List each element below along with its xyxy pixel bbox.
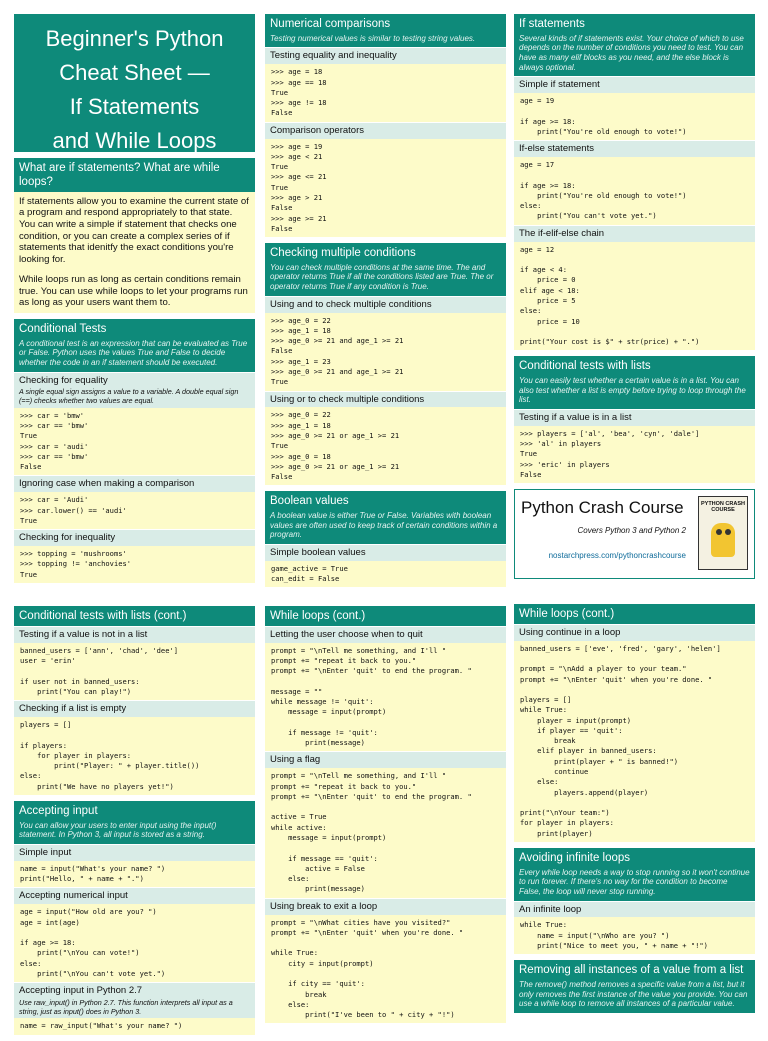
code-block: game_active = True can_edit = False [265,561,506,588]
column-4 [14,606,255,1041]
subsection-title: Using break to exit a loop [265,898,506,915]
lists-section [514,356,755,483]
subsection-note: Use raw_input() in Python 2.7. This function interprets all input as a string, just as input() does in Python 3. [14,999,255,1018]
subsection-title: Using continue in a loop [514,624,755,641]
section-intro: You can check multiple conditions at the same time. The and operator returns True if all the conditions listed are True. The or operator returns True if any condition is True. [265,263,506,296]
conditional-tests-section [14,319,255,583]
paragraph: If statements allow you to examine the current state of a program and respond appropriately to that state. You can write a simple if statement that checks one condition, or you can create a complex series of if statements that idenitfy the exact conditions you're looking for. [19,195,249,266]
subsection-title: Testing if a value is not in a list [14,626,255,643]
code-block: while True: name = input("\nWho are you? ") print("Nice to meet you, " + name + "!") [514,917,755,954]
subsection-title: Comparison operators [265,122,506,139]
subsection-title: Using or to check multiple conditions [265,391,506,408]
code-block: age = 17 if age >= 18: print("You're old enough to vote!") else: print("You can't vote yet.") [514,157,755,225]
subsection-note: A single equal sign assigns a value to a variable. A double equal sign (==) checks whether two values are equal. [14,388,255,407]
section-intro: Testing numerical values is similar to testing string values. [265,34,506,48]
title-line: If Statements [69,94,200,120]
subsection-title: Checking for inequality [14,529,255,546]
page-title [14,14,255,152]
subsection-title: Using and to check multiple conditions [265,296,506,313]
code-block: >>> age_0 = 22 >>> age_1 = 18 >>> age_0 >= 21 or age_1 >= 21 True >>> age_0 = 18 >>> age_0 >= 21 or age_1 >= 21 False [265,407,506,485]
code-block: age = 19 if age >= 18: print("You're old enough to vote!") [514,93,755,140]
section-intro: You can allow your users to enter input using the input() statement. In Python 3, all input is stored as a string. [14,821,255,844]
title-line: Beginner's Python [45,26,224,51]
column-6 [514,604,755,1019]
section-title: Conditional Tests [14,319,255,339]
lists-cont-section [14,606,255,795]
paragraph: While loops run as long as certain conditions remain true. You can use while loops to let your programs run as long as your users want them to. [19,273,248,309]
column-5 [265,606,506,1029]
section-intro: The remove() method removes a specific value from a list, but it only removes the first instance of the value you provide. You can use a while loop to remove all instances of a particular value. [514,980,755,1013]
while-loops-cont-section-2 [514,604,755,842]
code-block: prompt = "\nWhat cities have you visited?" prompt += "\nEnter 'quit' when you're done. " while True: city = input(prompt) if city == 'quit': break else: print("I've been to " + city + "!") [265,915,506,1024]
accepting-input-section [14,801,255,1035]
book-cover-title: PYTHON CRASH COURSE [700,501,745,514]
code-block: >>> car = 'Audi' >>> car.lower() == 'audi' True [14,492,255,529]
section-title: Conditional tests with lists [514,356,755,376]
numerical-section [265,14,506,237]
code-block: >>> age_0 = 22 >>> age_1 = 18 >>> age_0 >= 21 and age_1 >= 21 False >>> age_1 = 23 >>> age_0 >= 21 and age_1 >= 21 True [265,313,506,391]
book-cover-image [698,496,748,570]
code-block: >>> age = 19 >>> age < 21 True >>> age <= 21 True >>> age > 21 False >>> age >= 21 False [265,139,506,238]
section-title: Conditional tests with lists (cont.) [14,606,255,626]
code-block: age = input("How old are you? ") age = int(age) if age >= 18: print("\nYou can vote!") else: print("\nYou can't vote yet.") [14,904,255,982]
section-body [14,192,255,313]
subsection-title: Using a flag [265,751,506,768]
code-block: prompt = "\nTell me something, and I'll " prompt += "repeat it back to you." prompt += "\nEnter 'quit' to end the program. " message = "" while message != 'quit': message = input(prompt) if message != 'quit': print(message) [265,643,506,752]
section-intro: A conditional test is an expression that can be evaluated as True or False. Python uses the values True and False to decide whether the code in an if statement should be executed. [14,339,255,372]
section-title: Checking multiple conditions [265,243,506,263]
subsection-title: Simple input [14,844,255,861]
remove-instances-section [514,960,755,1013]
code-block: prompt = "\nTell me something, and I'll " prompt += "repeat it back to you." prompt += "\nEnter 'quit' to end the program. " active = True while active: message = input(prompt) if message == 'quit': active = False else: print(message) [265,768,506,897]
subsection-title: Testing if a value is in a list [514,409,755,426]
section-title: While loops (cont.) [514,604,755,624]
section-title: What are if statements? What are while loops? [14,158,255,192]
subsection-title: Accepting numerical input [14,887,255,904]
subsection-title: Letting the user choose when to quit [265,626,506,643]
title-line: Cheat Sheet — [59,60,210,86]
subsection-title: Checking for equality [14,372,255,389]
column-1 [14,14,255,589]
subsection-title: Testing equality and inequality [265,47,506,64]
code-block: >>> topping = 'mushrooms' >>> topping != 'anchovies' True [14,546,255,583]
code-block: players = [] if players: for player in players: print("Player: " + player.title()) else: print("We have no players yet!") [14,717,255,795]
code-block: age = 12 if age < 4: price = 0 elif age < 18: price = 5 else: price = 10 print("Your cost is $" + str(price) + ".") [514,242,755,351]
section-intro: A boolean value is either True or False. Variables with boolean values are often used to keep track of certain conditions within a program. [265,511,506,544]
subsection-title: Accepting input in Python 2.7 [14,982,255,999]
column-3 [514,14,755,579]
section-title: Avoiding infinite loops [514,848,755,868]
boolean-section [265,491,506,587]
subsection-title: An infinite loop [514,901,755,918]
section-intro: Several kinds of if statements exist. Your choice of which to use depends on the number of conditions you need to test. You can have as many elif blocks as you need, and the else block is always optional. [514,34,755,76]
code-block: >>> age = 18 >>> age == 18 True >>> age != 18 False [265,64,506,121]
code-block: banned_users = ['ann', 'chad', 'dee'] user = 'erin' if user not in banned_users: print("You can play!") [14,643,255,700]
code-block: >>> car = 'bmw' >>> car == 'bmw' True >>> car = 'audi' >>> car == 'bmw' False [14,408,255,476]
section-title: Boolean values [265,491,506,511]
infinite-loops-section [514,848,755,954]
section-title: Removing all instances of a value from a list [514,960,755,980]
section-intro: You can easily test whether a certain value is in a list. You can also test whether a list is empty before trying to loop through the list. [514,376,755,409]
subsection-title: If-else statements [514,140,755,157]
subsection-title: Simple if statement [514,76,755,93]
subsection-title: Simple boolean values [265,544,506,561]
subsection-title: Checking if a list is empty [14,700,255,717]
code-block: banned_users = ['eve', 'fred', 'gary', 'helen'] prompt = "\nAdd a player to your team." prompt += "\nEnter 'quit' when you're done. " players = [] while True: player = input(prompt) if player == 'quit': break elif player in banned_users: print(player + " is banned!") continue else: players.append(player) print("\nYour team:") for player in players: print(player) [514,641,755,842]
section-title: If statements [514,14,755,34]
while-loops-cont-section [265,606,506,1023]
section-title: While loops (cont.) [265,606,506,626]
subsection-title: The if-elif-else chain [514,225,755,242]
section-intro: Every while loop needs a way to stop running so it won't continue to run forever. If there's no way for the condition to become False, the loop will never stop running. [514,868,755,901]
if-statements-section [514,14,755,350]
promo-link[interactable]: nostarchpress.com/pythoncrashcourse [548,551,686,561]
intro-section [14,158,255,313]
section-title: Numerical comparisons [265,14,506,34]
title-line: and While Loops [52,128,217,154]
promo-title: Python Crash Course [521,498,684,518]
code-block: name = input("What's your name? ") print("Hello, " + name + ".") [14,861,255,888]
column-2 [265,14,506,593]
section-title: Accepting input [14,801,255,821]
book-promo[interactable] [514,489,755,579]
multiple-conditions-section [265,243,506,485]
code-block: name = raw_input("What's your name? ") [14,1018,255,1034]
promo-subtitle: Covers Python 3 and Python 2 [577,526,686,536]
code-block: >>> players = ['al', 'bea', 'cyn', 'dale'] >>> 'al' in players True >>> 'eric' in players False [514,426,755,483]
subsection-title: Ignoring case when making a comparison [14,475,255,492]
robot-icon [711,523,735,557]
